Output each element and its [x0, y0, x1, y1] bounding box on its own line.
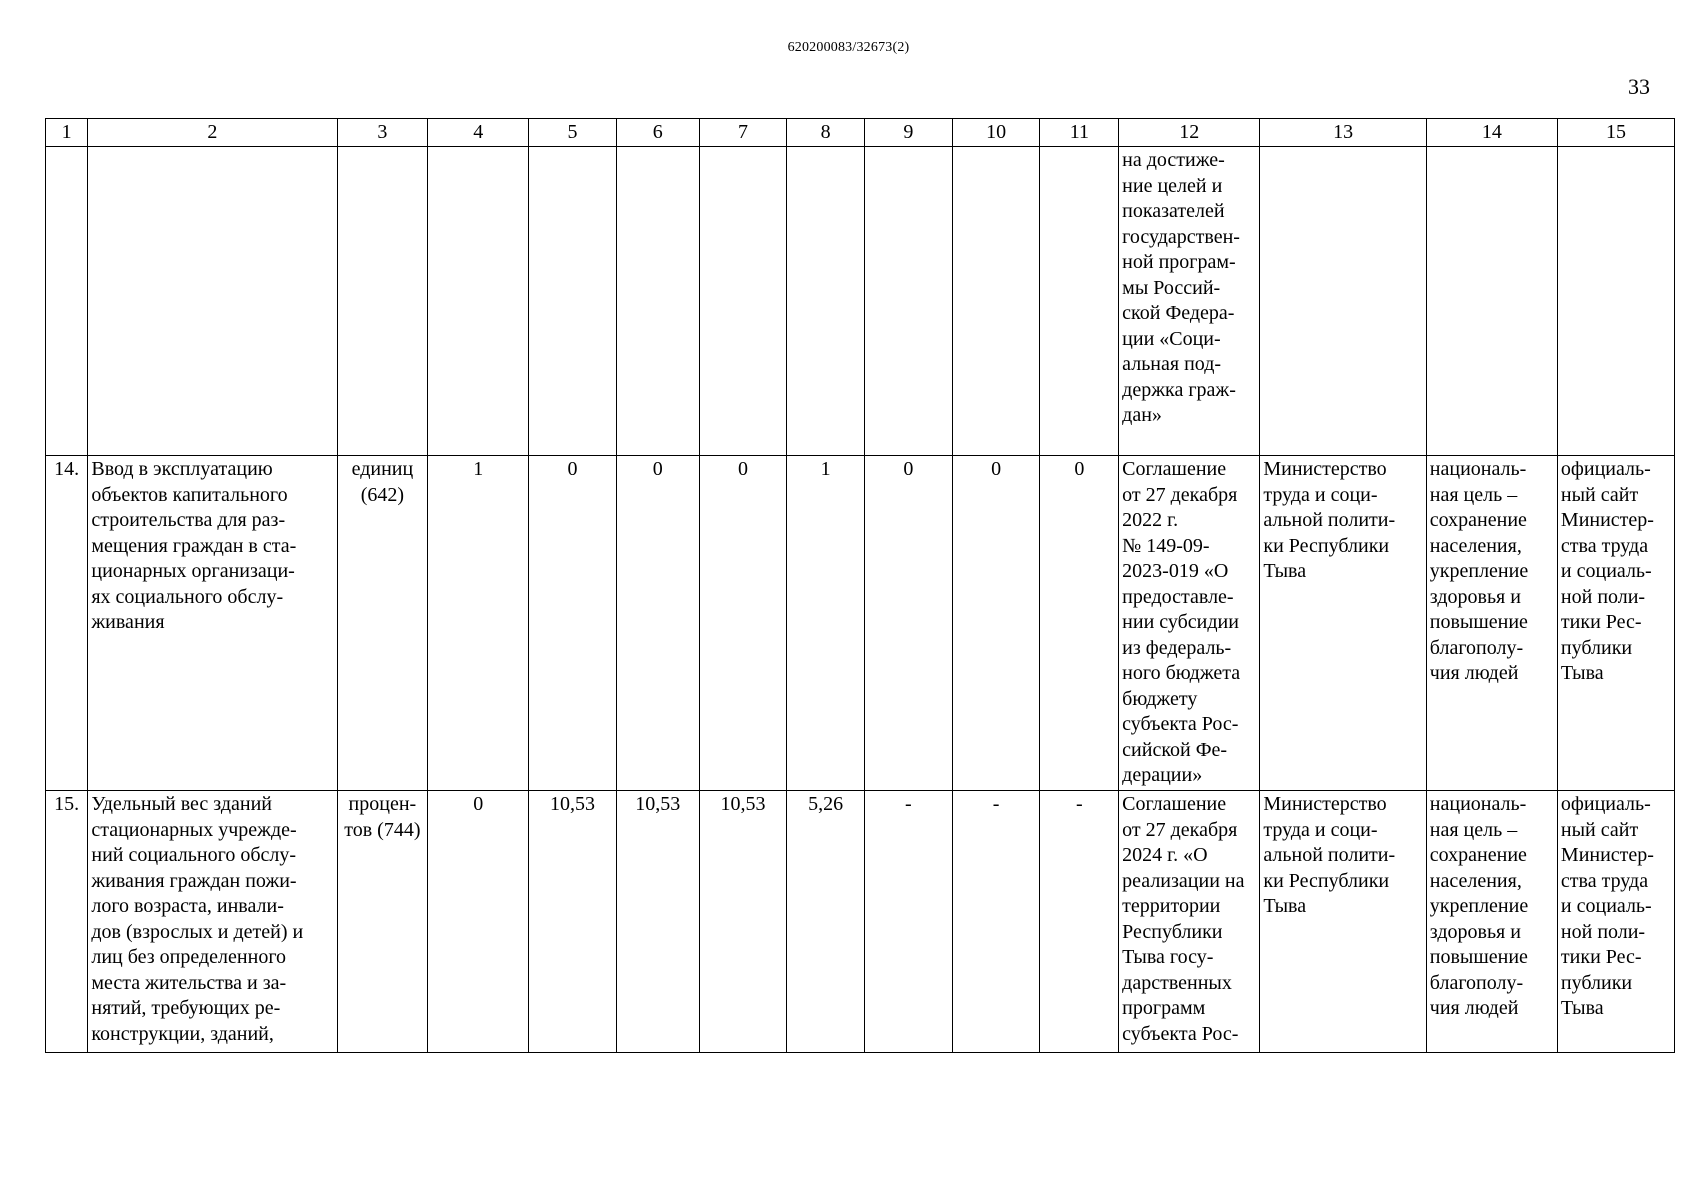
value-cell: 0 — [864, 456, 952, 791]
national-goal-cell: националь- ная цель – сохранение населения, укрепление здоровья и повышение благополу- чия людей — [1426, 791, 1557, 1053]
table-row — [46, 791, 1675, 1053]
table-header-row — [46, 119, 1675, 147]
value-cell — [699, 147, 787, 456]
value-cell: - — [1040, 791, 1119, 1053]
indicators-table — [45, 118, 1675, 1053]
column-header: 11 — [1040, 119, 1119, 147]
national-goal-cell — [1426, 147, 1557, 456]
column-header: 15 — [1557, 119, 1674, 147]
value-cell — [952, 147, 1040, 456]
basis-document-cell: на достиже- ние целей и показателей государствен- ной програм- мы Россий- ской Федера- ции «Соци- альная под- держка граж- дан» — [1119, 147, 1260, 456]
column-header: 9 — [864, 119, 952, 147]
value-cell: 10,53 — [529, 791, 617, 1053]
indicator-name-cell: Удельный вес зданий стационарных учрежде- ний социального обслу- живания граждан пожи- лого возраста, инвали- дов (взрослых и детей) и лиц без определенного места жительства и за- нятий, требующих ре- конструкции, зданий, — [88, 791, 337, 1053]
value-cell: 0 — [952, 456, 1040, 791]
row-number-cell: 15. — [46, 791, 88, 1053]
responsible-body-cell — [1260, 147, 1426, 456]
value-cell — [787, 147, 865, 456]
data-source-cell: официаль- ный сайт Министер- ства труда и социаль- ной поли- тики Рес- публики Тыва — [1557, 791, 1674, 1053]
data-source-cell — [1557, 147, 1674, 456]
value-cell: - — [952, 791, 1040, 1053]
data-source-cell: официаль- ный сайт Министер- ства труда и социаль- ной поли- тики Рес- публики Тыва — [1557, 456, 1674, 791]
column-header: 2 — [88, 119, 337, 147]
indicator-name-cell — [88, 147, 337, 456]
row-number-cell — [46, 147, 88, 456]
value-cell: 10,53 — [699, 791, 787, 1053]
unit-cell: процен- тов (744) — [337, 791, 428, 1053]
value-cell: 0 — [428, 791, 529, 1053]
value-cell — [616, 147, 699, 456]
value-cell: 0 — [699, 456, 787, 791]
basis-document-cell: Соглашение от 27 декабря 2022 г. № 149-09- 2023-019 «О предоставле- нии субсидии из федераль- ного бюджета бюджету субъекта Рос- сийской Фе- дерации» — [1119, 456, 1260, 791]
column-header: 3 — [337, 119, 428, 147]
value-cell: 1 — [428, 456, 529, 791]
responsible-body-cell: Министерство труда и соци- альной полити- ки Республики Тыва — [1260, 456, 1426, 791]
value-cell: 0 — [1040, 456, 1119, 791]
table-row — [46, 456, 1675, 791]
national-goal-cell: националь- ная цель – сохранение населения, укрепление здоровья и повышение благополу- чия людей — [1426, 456, 1557, 791]
document-id: 620200083/32673(2) — [787, 40, 910, 55]
page-number: 33 — [1628, 74, 1650, 99]
column-header: 14 — [1426, 119, 1557, 147]
responsible-body-cell: Министерство труда и соци- альной полити- ки Республики Тыва — [1260, 791, 1426, 1053]
unit-cell: единиц (642) — [337, 456, 428, 791]
value-cell: 0 — [616, 456, 699, 791]
table-row — [46, 147, 1675, 456]
indicator-name-cell: Ввод в эксплуатацию объектов капитального строительства для раз- мещения граждан в ста- ционарных организаци- ях социального обслу- живания — [88, 456, 337, 791]
column-header: 1 — [46, 119, 88, 147]
column-header: 4 — [428, 119, 529, 147]
value-cell: 1 — [787, 456, 865, 791]
value-cell — [864, 147, 952, 456]
column-header: 12 — [1119, 119, 1260, 147]
value-cell — [428, 147, 529, 456]
unit-cell — [337, 147, 428, 456]
row-number-cell: 14. — [46, 456, 88, 791]
value-cell: - — [864, 791, 952, 1053]
value-cell: 10,53 — [616, 791, 699, 1053]
value-cell: 0 — [529, 456, 617, 791]
value-cell — [1040, 147, 1119, 456]
basis-document-cell: Соглашение от 27 декабря 2024 г. «О реализации на территории Республики Тыва госу- дарственных программ субъекта Рос- — [1119, 791, 1260, 1053]
column-header: 7 — [699, 119, 787, 147]
column-header: 13 — [1260, 119, 1426, 147]
value-cell — [529, 147, 617, 456]
column-header: 5 — [529, 119, 617, 147]
column-header: 8 — [787, 119, 865, 147]
value-cell: 5,26 — [787, 791, 865, 1053]
column-header: 6 — [616, 119, 699, 147]
column-header: 10 — [952, 119, 1040, 147]
